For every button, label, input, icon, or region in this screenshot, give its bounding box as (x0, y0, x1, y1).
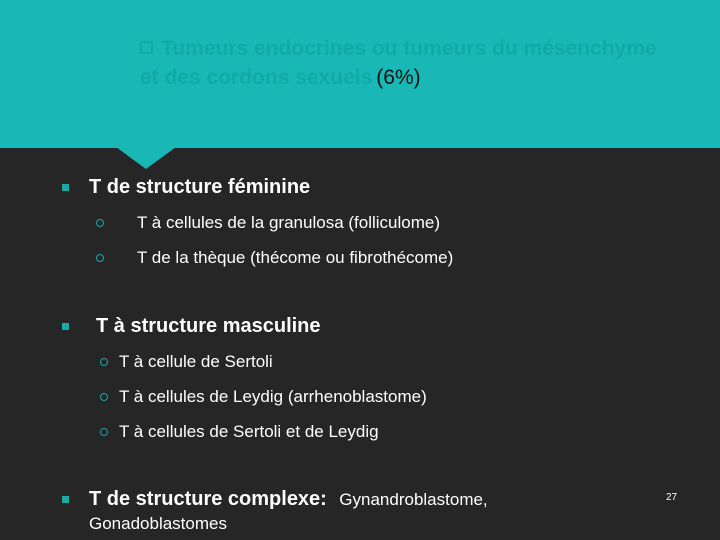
list-item: T de la thèque (thécome ou fibrothécome) (137, 248, 454, 267)
square-bullet-icon (62, 323, 69, 330)
page-number: 27 (666, 492, 678, 503)
list-item: T à cellules de la granulosa (folliculome) (137, 213, 441, 232)
list-item: T à cellules de Sertoli et de Leydig (119, 422, 379, 441)
square-bullet-icon (62, 496, 69, 503)
section-heading-complex: T de structure complexe: (89, 488, 327, 510)
slide-title-percentage: (6%) (376, 66, 421, 89)
square-bullet-icon (62, 184, 69, 191)
circle-bullet-icon (100, 428, 108, 436)
section-complex (89, 488, 488, 511)
slide-title (140, 34, 660, 92)
list-item: T à cellule de Sertoli (119, 352, 273, 371)
section-heading-masculine: T à structure masculine (96, 315, 321, 337)
banner-notch (116, 147, 176, 169)
list-item: T à cellules de Leydig (arrhenoblastome) (119, 387, 427, 406)
section-heading-feminine: T de structure féminine (89, 176, 311, 198)
circle-bullet-icon (96, 219, 104, 227)
slide-title-text: Tumeurs endocrines ou tumeurs du mésenchyme et des cordons sexuels (140, 37, 657, 89)
circle-bullet-icon (96, 254, 104, 262)
circle-bullet-icon (100, 393, 108, 401)
section-complex-inline: Gynandroblastome, (339, 490, 488, 509)
circle-bullet-icon (100, 358, 108, 366)
checkbox-bullet-icon (140, 41, 153, 54)
section-complex-continuation: Gonadoblastomes (89, 514, 227, 533)
